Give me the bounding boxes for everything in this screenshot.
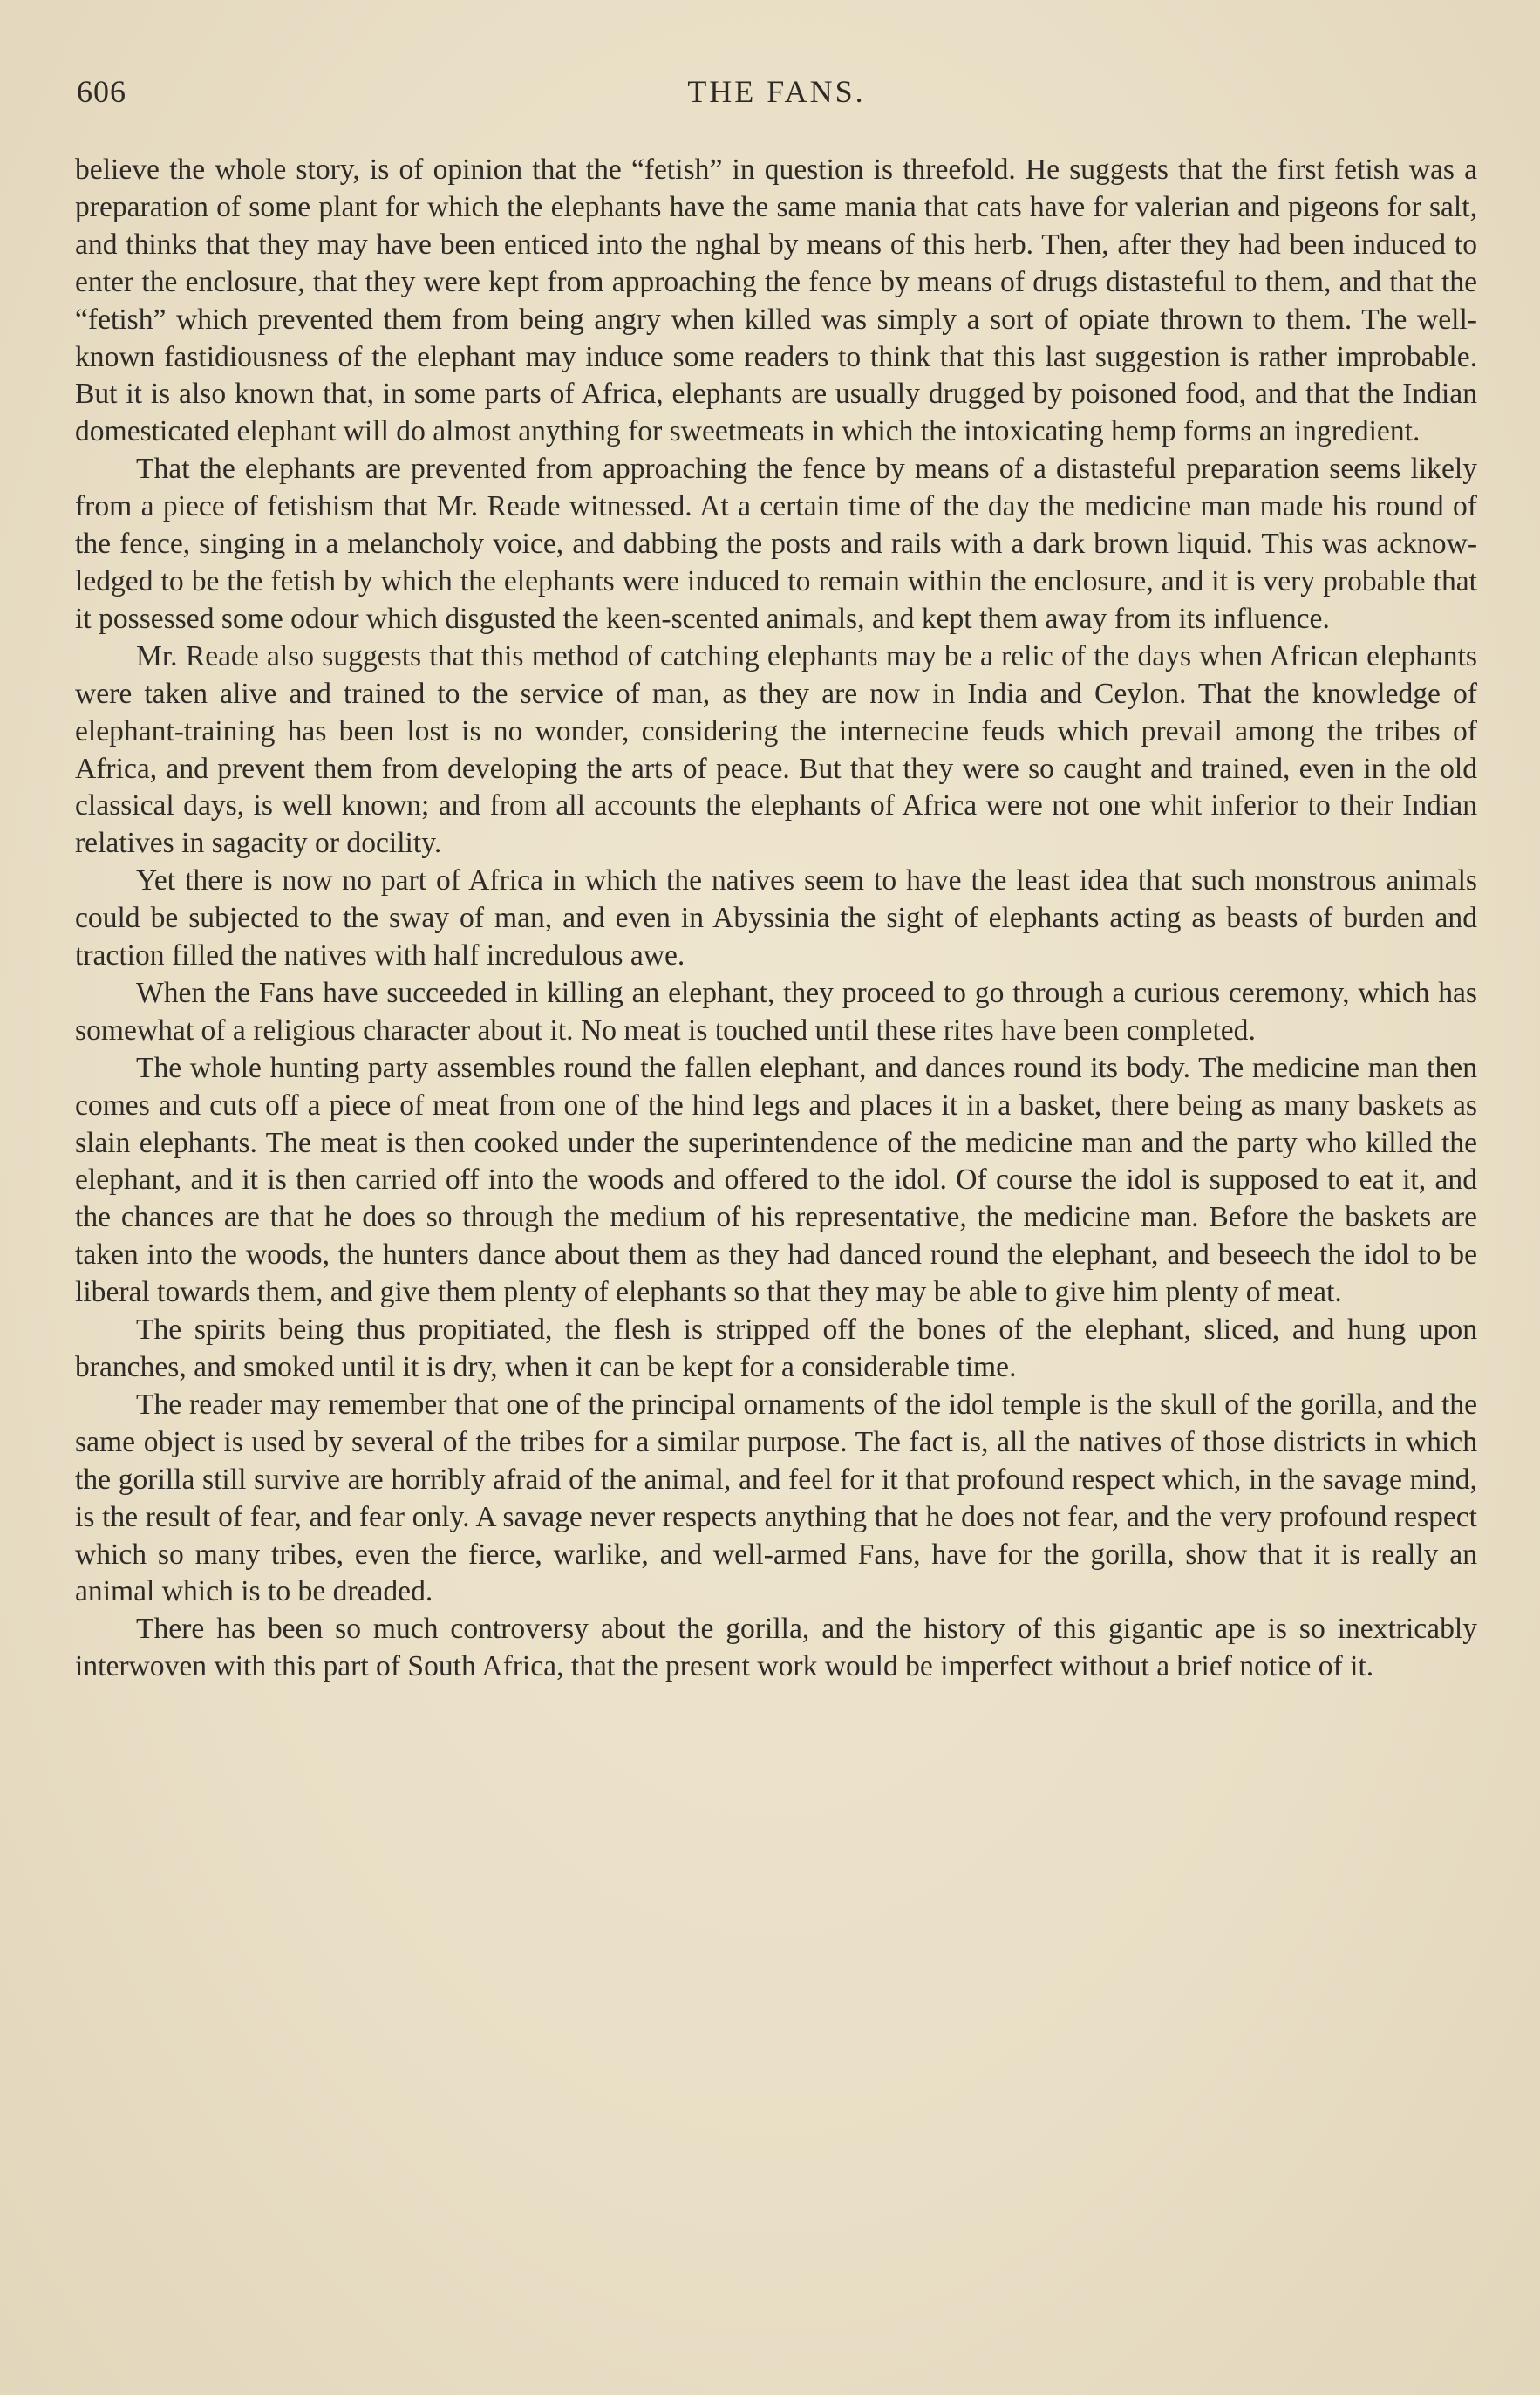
- running-title: THE FANS.: [687, 74, 866, 109]
- paragraph-6: The whole hunting party assembles round the fallen elephant, and dances round its body. The medicine man then comes and cuts off a piece of meat from one of the hind legs and places it in a basket, there being as many baskets as slain elephants. The meat is then cooked under the superintendence of the medicine man and the party who killed the elephant, and it is then carried off into the woods and offered to the idol. Of course the idol is supposed to eat it, and the chances are that he does so through the medium of his representative, the medicine man. Before the baskets are taken into the woods, the hunters dance about them as they had danced round the elephant, and beseech the idol to be liberal towards them, and give them plenty of elephants so that they may be able to give him plenty of meat.: [75, 1051, 1477, 1309]
- paragraph-4: Yet there is now no part of Africa in which the natives seem to have the least idea that such monstrous animals could be subjected to the sway of man, and even in Abyssinia the sight of elephants acting as beasts of burden and traction filled the natives with half incredulous awe.: [75, 864, 1477, 972]
- paragraph-3: Mr. Reade also suggests that this method of catching elephants may be a relic of the days when African elephants were taken alive and trained to the service of man, as they are now in India and Ceylon. That the knowledge of elephant-training has been lost is no wonder, considering the internecine feuds which prevail among the tribes of Africa, and prevent them from developing the arts of peace. But that they were so caught and trained, even in the old classical days, is well known; and from all accounts the elephants of Africa were not one whit inferior to their Indian relatives in sagacity or docility.: [75, 639, 1477, 860]
- paragraph-2: That the elephants are prevented from approaching the fence by means of a distasteful preparation seems likely from a piece of fetishism that Mr. Reade witnessed. At a certain time of the day the medicine man made his round of the fence, singing in a melancholy voice, and dabbing the posts and rails with a dark brown liquid. This was acknowledged to be the fetish by which the elephants were induced to remain within the enclosure, and it is very probable that it possessed some odour which disgusted the keen-scented animals, and kept them away from its influence.: [75, 453, 1477, 635]
- running-head: [77, 73, 1476, 119]
- paragraph-1: believe the whole story, is of opinion that the “fetish” in question is threefold. He suggests that the first fetish was a preparation of some plant for which the elephants have the same mania that cats have for valerian and pigeons for salt, and thinks that they may have been enticed into the nghal by means of this herb. Then, after they had been induced to enter the enclosure, that they were kept from approaching the fence by means of drugs distasteful to them, and that the “fetish” which prevented them from being angry when killed was simply a sort of opiate thrown to them. The well-known fastidiousness of the elephant may induce some readers to think that this last suggestion is rather improbable. But it is also known that, in some parts of Africa, elephants are usually drugged by poisoned food, and that the Indian domesticated elephant will do almost anything for sweetmeats in which the intoxicating hemp forms an ingredient.: [75, 154, 1477, 448]
- paragraph-8: The reader may remember that one of the principal ornaments of the idol temple is the skull of the gorilla, and the same object is used by several of the tribes for a similar purpose. The fact is, all the natives of those districts in which the gorilla still survive are horribly afraid of the animal, and feel for it that profound respect which, in the savage mind, is the result of fear, and fear only. A savage never respects anything that he does not fear, and the very profound respect which so many tribes, even the fierce, warlike, and well-armed Fans, have for the gorilla, show that it is really an animal which is to be dreaded.: [75, 1388, 1477, 1608]
- paragraph-7: The spirits being thus propitiated, the flesh is stripped off the bones of the elephant, sliced, and hung upon branches, and smoked until it is dry, when it can be kept for a considerable time.: [75, 1313, 1477, 1383]
- page-number: 606: [77, 74, 126, 109]
- body-text: [75, 152, 1477, 1686]
- paragraph-9: There has been so much controversy about the gorilla, and the history of this gigantic ape is so inextricably interwoven with this part of South Africa, that the present work would be imperfect without a brief notice of it.: [75, 1613, 1477, 1683]
- paragraph-5: When the Fans have succeeded in killing an elephant, they proceed to go through a curious ceremony, which has somewhat of a religious character about it. No meat is touched until these rites have been completed.: [75, 976, 1477, 1047]
